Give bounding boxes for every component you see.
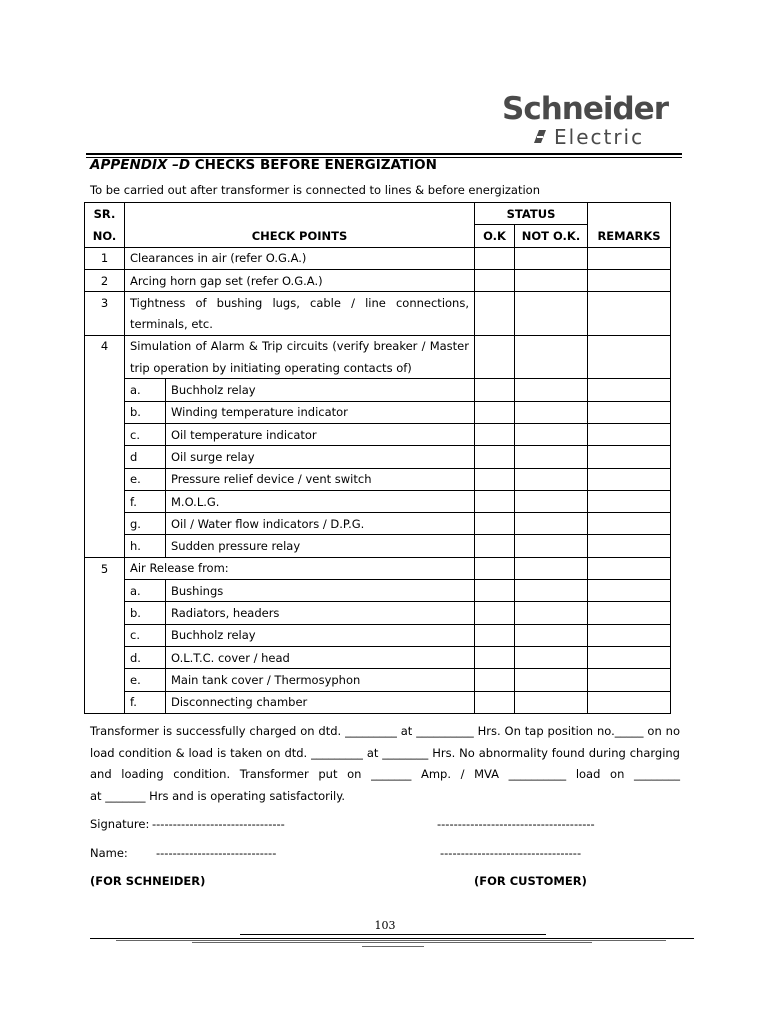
row-number-blank (85, 602, 125, 624)
header-no: NO. (85, 225, 125, 247)
sub-check-point: Winding temperature indicator (166, 401, 475, 423)
remarks-cell[interactable] (588, 557, 671, 579)
table-subrow (85, 580, 671, 602)
remarks-cell[interactable] (588, 513, 671, 535)
sub-check-point: Buchholz relay (166, 379, 475, 401)
sub-letter: h. (125, 535, 166, 557)
remarks-cell[interactable] (588, 292, 671, 336)
table-row (85, 335, 671, 357)
page-subtitle: To be carried out after transformer is connected to lines & before energization (90, 183, 541, 197)
row-number: 4 (85, 335, 125, 357)
row-number-blank (85, 423, 125, 445)
table-subrow (85, 646, 671, 668)
sub-check-point: O.L.T.C. cover / head (166, 646, 475, 668)
row-number-blank (85, 646, 125, 668)
ok-cell[interactable] (475, 490, 515, 512)
remarks-cell[interactable] (588, 247, 671, 269)
table-subrow (85, 379, 671, 401)
table-row (85, 247, 671, 269)
sub-letter: e. (125, 669, 166, 691)
ok-cell[interactable] (475, 401, 515, 423)
table-subrow (85, 490, 671, 512)
table-subrow (85, 468, 671, 490)
remarks-cell[interactable] (588, 401, 671, 423)
row-number-blank (85, 669, 125, 691)
sub-letter: a. (125, 580, 166, 602)
sub-check-point: Pressure relief device / vent switch (166, 468, 475, 490)
for-customer-label: (FOR CUSTOMER) (474, 874, 587, 888)
ok-cell[interactable] (475, 423, 515, 445)
not-ok-cell[interactable] (515, 401, 588, 423)
footer-rule (192, 942, 592, 943)
remarks-cell[interactable] (588, 535, 671, 557)
not-ok-cell[interactable] (515, 379, 588, 401)
not-ok-cell[interactable] (515, 490, 588, 512)
not-ok-cell[interactable] (515, 646, 588, 668)
signature-label: Signature: (90, 817, 150, 831)
remarks-cell[interactable] (588, 490, 671, 512)
signature-line-customer[interactable]: -------------------------------------- (437, 817, 595, 831)
remarks-cell[interactable] (588, 580, 671, 602)
sub-check-point: Buchholz relay (166, 624, 475, 646)
table-subrow (85, 401, 671, 423)
sub-check-point: Main tank cover / Thermosyphon (166, 669, 475, 691)
sub-letter: c. (125, 624, 166, 646)
header-rule-thick (86, 153, 682, 155)
not-ok-cell[interactable] (515, 624, 588, 646)
check-point (125, 292, 475, 314)
row-number-blank (85, 580, 125, 602)
row-number-blank (85, 401, 125, 423)
ok-cell[interactable] (475, 602, 515, 624)
footer-rule (362, 946, 424, 947)
header-not-ok: NOT O.K. (515, 225, 588, 247)
ok-cell[interactable] (475, 335, 515, 379)
schneider-logo-icon (530, 127, 550, 147)
sub-letter: b. (125, 602, 166, 624)
not-ok-cell[interactable] (515, 557, 588, 579)
ok-cell[interactable] (475, 446, 515, 468)
not-ok-cell[interactable] (515, 269, 588, 291)
name-line-customer[interactable]: ---------------------------------- (440, 846, 582, 860)
row-number-blank (85, 468, 125, 490)
sub-letter: c. (125, 423, 166, 445)
ok-cell[interactable] (475, 535, 515, 557)
remarks-cell[interactable] (588, 602, 671, 624)
table-subrow (85, 669, 671, 691)
sub-letter: f. (125, 691, 166, 713)
sub-check-point: Oil surge relay (166, 446, 475, 468)
sub-letter: f. (125, 490, 166, 512)
ok-cell[interactable] (475, 557, 515, 579)
row-number: 3 (85, 292, 125, 314)
remarks-cell[interactable] (588, 446, 671, 468)
check-points-table (84, 202, 671, 714)
ok-cell[interactable] (475, 624, 515, 646)
row-number-blank (85, 446, 125, 468)
row-number-blank (85, 313, 125, 335)
row-number-blank (85, 357, 125, 379)
charging-statement-end: at _______ Hrs and is operating satisfactorily. (90, 789, 346, 803)
ok-cell[interactable] (475, 269, 515, 291)
row-number-blank (85, 535, 125, 557)
sub-letter: g. (125, 513, 166, 535)
not-ok-cell[interactable] (515, 602, 588, 624)
not-ok-cell[interactable] (515, 292, 588, 336)
sub-letter: d. (125, 646, 166, 668)
name-line-schneider[interactable]: ----------------------------- (156, 846, 277, 860)
table-subrow (85, 535, 671, 557)
sub-check-point: Bushings (166, 580, 475, 602)
ok-cell[interactable] (475, 379, 515, 401)
not-ok-cell[interactable] (515, 335, 588, 379)
not-ok-cell[interactable] (515, 691, 588, 713)
check-point-line: Tightness of bushing lugs, cable / line connections, (130, 295, 469, 310)
sub-letter: d (125, 446, 166, 468)
remarks-cell[interactable] (588, 335, 671, 379)
row-number-blank (85, 691, 125, 713)
table-subrow (85, 513, 671, 535)
check-point: Clearances in air (refer O.G.A.) (125, 247, 475, 269)
row-number-blank (85, 490, 125, 512)
footer-rule (116, 940, 666, 941)
sub-check-point: Disconnecting chamber (166, 691, 475, 713)
table-header-row (85, 203, 671, 225)
remarks-cell[interactable] (588, 669, 671, 691)
header-ok: O.K (475, 225, 515, 247)
row-number-blank (85, 379, 125, 401)
row-number: 5 (85, 557, 125, 579)
table-subrow (85, 423, 671, 445)
ok-cell[interactable] (475, 247, 515, 269)
charging-statement: Transformer is successfully charged on dtd. _________ at __________ Hrs. On tap position no._____ on no load condition & load is taken on dtd. _________ at ________ Hrs. No abnormality found during charging and loading condition. Transformer put on _______ Amp. / MVA __________ load on ________ (90, 724, 680, 782)
not-ok-cell[interactable] (515, 423, 588, 445)
footer-rule (240, 934, 546, 935)
logo-line1: Schneider (502, 91, 668, 127)
not-ok-cell[interactable] (515, 513, 588, 535)
table-row (85, 269, 671, 291)
footer-rule (90, 938, 694, 939)
not-ok-cell[interactable] (515, 669, 588, 691)
row-number-blank (85, 513, 125, 535)
sub-letter: a. (125, 379, 166, 401)
for-schneider-label: (FOR SCHNEIDER) (90, 874, 206, 888)
table-subrow (85, 446, 671, 468)
check-point: Arcing horn gap set (refer O.G.A.) (125, 269, 475, 291)
ok-cell[interactable] (475, 669, 515, 691)
header-blank (125, 203, 475, 225)
remarks-cell[interactable] (588, 646, 671, 668)
sub-check-point: M.O.L.G. (166, 490, 475, 512)
header-remarks-top (588, 203, 671, 225)
signature-line-schneider[interactable]: -------------------------------- (152, 817, 285, 831)
heading-appendix: APPENDIX –D (90, 157, 191, 173)
header-status: STATUS (475, 203, 588, 225)
table-subrow (85, 691, 671, 713)
not-ok-cell[interactable] (515, 468, 588, 490)
ok-cell[interactable] (475, 580, 515, 602)
row-number-blank (85, 624, 125, 646)
header-check-points: CHECK POINTS (125, 225, 475, 247)
header-remarks: REMARKS (588, 225, 671, 247)
remarks-cell[interactable] (588, 423, 671, 445)
check-point-line: trip operation by initiating operating contacts of) (125, 357, 475, 379)
table-header-row (85, 225, 671, 247)
sub-check-point: Oil temperature indicator (166, 423, 475, 445)
ok-cell[interactable] (475, 292, 515, 336)
logo-line2: Electric (554, 125, 645, 149)
not-ok-cell[interactable] (515, 446, 588, 468)
remarks-cell[interactable] (588, 269, 671, 291)
remarks-cell[interactable] (588, 379, 671, 401)
sub-letter: b. (125, 401, 166, 423)
check-point (125, 335, 475, 357)
heading-title: CHECKS BEFORE ENERGIZATION (190, 157, 437, 173)
sub-check-point: Radiators, headers (166, 602, 475, 624)
row-number: 1 (85, 247, 125, 269)
not-ok-cell[interactable] (515, 247, 588, 269)
name-label: Name: (90, 846, 128, 860)
ok-cell[interactable] (475, 646, 515, 668)
check-point: Air Release from: (125, 557, 475, 579)
not-ok-cell[interactable] (515, 535, 588, 557)
ok-cell[interactable] (475, 513, 515, 535)
check-point-line: terminals, etc. (125, 313, 475, 335)
sub-letter: e. (125, 468, 166, 490)
sub-check-point: Sudden pressure relay (166, 535, 475, 557)
schneider-electric-logo (502, 92, 682, 152)
table-row (85, 557, 671, 579)
table-subrow (85, 624, 671, 646)
remarks-cell[interactable] (588, 691, 671, 713)
header-sr: SR. (85, 203, 125, 225)
page-number: 103 (374, 919, 396, 932)
table-subrow (85, 602, 671, 624)
ok-cell[interactable] (475, 691, 515, 713)
page-heading (90, 157, 437, 173)
ok-cell[interactable] (475, 468, 515, 490)
table-row (85, 292, 671, 314)
check-point-line: Simulation of Alarm & Trip circuits (verify breaker / Master (130, 339, 469, 354)
row-number: 2 (85, 269, 125, 291)
sub-check-point: Oil / Water flow indicators / D.P.G. (166, 513, 475, 535)
remarks-cell[interactable] (588, 624, 671, 646)
remarks-cell[interactable] (588, 468, 671, 490)
not-ok-cell[interactable] (515, 580, 588, 602)
